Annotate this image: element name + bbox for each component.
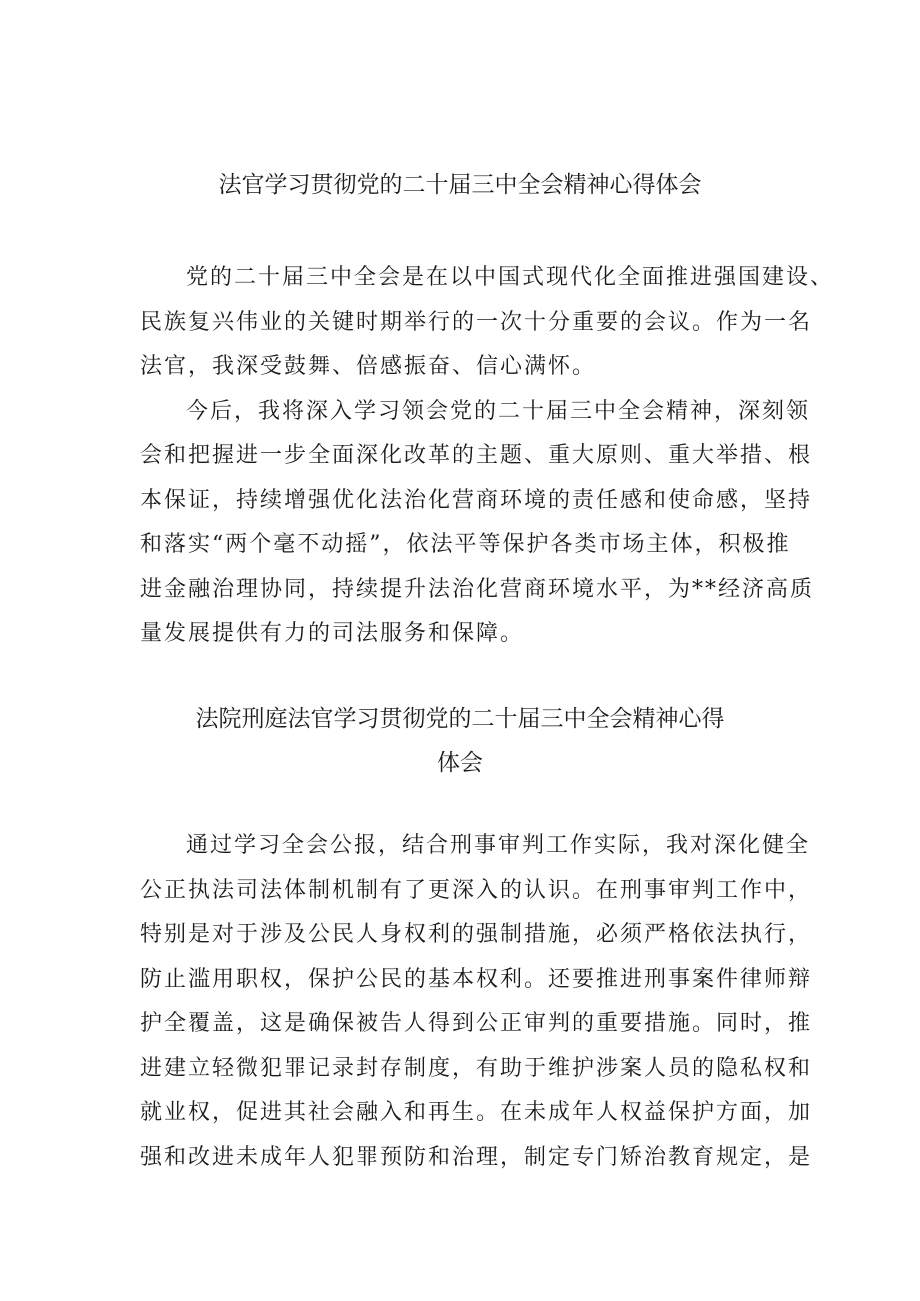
section-1-body bbox=[140, 256, 835, 657]
section-2-title-line: 体会 bbox=[437, 750, 483, 776]
section-2-title bbox=[120, 697, 800, 785]
paragraph-line: 本保证，持续增强优化法治化营商环境的责任感和使命感，坚持 bbox=[140, 487, 813, 513]
section-1-title-line: 法官学习贯彻党的二十届三中全会精神心得体会 bbox=[218, 172, 702, 198]
paragraph-line: 进建立轻微犯罪记录封存制度，有助于维护涉案人员的隐私权和 bbox=[140, 1055, 813, 1081]
paragraph-line: 和落实“两个毫不动摇”，依法平等保护各类市场主体，积极推 bbox=[140, 532, 791, 557]
section-1-title bbox=[120, 163, 800, 207]
paragraph-line: 会和把握进一步全面深化改革的主题、重大原则、重大举措、根 bbox=[140, 443, 813, 468]
section-2-body bbox=[140, 824, 813, 1180]
paragraph-line: 防止滥用职权，保护公民的基本权利。还要推进刑事案件律师辩 bbox=[140, 966, 813, 992]
paragraph-line: 特别是对于涉及公民人身权利的强制措施，必须严格依法执行， bbox=[140, 922, 813, 947]
paragraph-line: 法官，我深受鼓舞、倍感振奋、信心满怀。 bbox=[140, 354, 597, 379]
paragraph-line: 党的二十届三中全会是在以中国式现代化全面推进强国建设、 bbox=[186, 265, 835, 290]
paragraph-line: 今后，我将深入学习领会党的二十届三中全会精神，深刻领 bbox=[186, 398, 811, 424]
paragraph-line: 量发展提供有力的司法服务和保障。 bbox=[140, 621, 525, 646]
paragraph-line: 进金融治理协同，持续提升法治化营商环境水平，为**经济高质 bbox=[140, 576, 815, 602]
paragraph-line: 公正执法司法体制机制有了更深入的认识。在刑事审判工作中， bbox=[140, 877, 813, 903]
paragraph-line: 护全覆盖，这是确保被告人得到公正审判的重要措施。同时，推 bbox=[140, 1011, 813, 1036]
paragraph-line: 强和改进未成年人犯罪预防和治理，制定专门矫治教育规定，是 bbox=[140, 1144, 813, 1170]
paragraph-line: 通过学习全会公报，结合刑事审判工作实际，我对深化健全 bbox=[186, 833, 811, 858]
paragraph-line: 就业权，促进其社会融入和再生。在未成年人权益保护方面，加 bbox=[140, 1100, 813, 1125]
section-2-title-line: 法院刑庭法官学习贯彻党的二十届三中全会精神心得 bbox=[195, 706, 725, 732]
paragraph-line: 民族复兴伟业的关键时期举行的一次十分重要的会议。作为一名 bbox=[140, 309, 813, 335]
